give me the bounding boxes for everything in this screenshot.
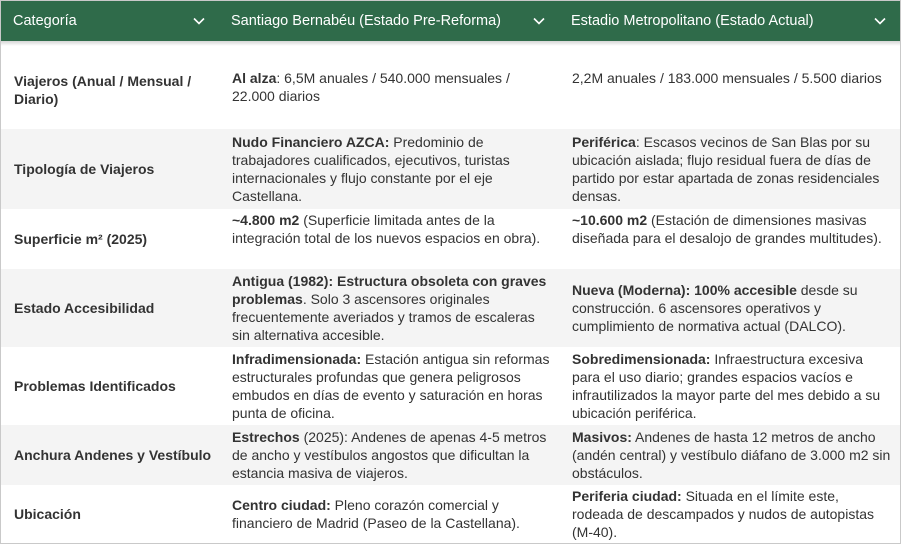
chevron-down-icon[interactable] [191,13,207,29]
bernabeu-cell: Antigua (1982): Estructura obsoleta con graves problemas. Solo 3 ascensores originales frecuentemente averiados y tramos de escaleras sin alternativa accesible. [232,273,547,343]
metropolitano-cell: Nueva (Moderna): 100% accesible desde su construcción. 6 ascensores operativos y cumplimiento de normativa actual (DALCO). [572,282,858,334]
metropolitano-cell: Masivos: Andenes de hasta 12 metros de ancho (andén central) y vestíbulo diáfano de 3.000 m2 sin obstáculos. [572,429,891,481]
header-label: Estadio Metropolitano (Estado Actual) [571,13,814,29]
row-category: Tipología de Viajeros [14,161,155,177]
header-label: Santiago Bernabéu (Estado Pre-Reforma) [231,13,502,29]
table-row [1,485,900,543]
header-label: Categoría [13,13,77,29]
header-shadow [1,41,900,46]
bernabeu-cell: Centro ciudad: Pleno corazón comercial y financiero de Madrid (Paseo de la Castellana). [232,497,520,531]
chevron-down-icon[interactable] [872,13,888,29]
row-category: Estado Accesibilidad [14,300,155,316]
row-category: Superficie m² (2025) [14,231,148,247]
metropolitano-cell: Sobredimensionada: Infraestructura excesiva para el uso diario; grandes espacios vacíos e infrautilizados la mayor parte del mes debido a su ubicación periférica. [572,351,881,421]
header-metropolitano[interactable] [559,1,900,41]
table-header [1,1,900,41]
row-category: Anchura Andenes y Vestíbulo [14,447,212,463]
table-row [1,425,900,485]
bernabeu-cell: Estrechos (2025): Andenes de apenas 4-5 metros de ancho y vestíbulos angostos que dificultan la estancia masiva de viajeros. [232,429,547,481]
table-row [1,269,900,347]
metropolitano-cell: 2,2M anuales / 183.000 mensuales / 5.500 diarios [572,70,882,86]
table-row [1,51,900,129]
table-row [1,209,900,269]
table-row [1,347,900,425]
metropolitano-cell: Periferia ciudad: Situada en el límite este, rodeada de descampados y nudos de autopistas (M-40). [572,488,874,540]
metropolitano-cell: Periférica: Escasos vecinos de San Blas por su ubicación aislada; flujo residual fuera de días de partido por estar apartada de zonas residenciales densas. [572,134,880,204]
bernabeu-cell: Al alza: 6,5M anuales / 540.000 mensuales / 22.000 diarios [232,70,510,104]
chevron-down-icon[interactable] [531,13,547,29]
row-category: Ubicación [14,506,81,522]
bernabeu-cell: Nudo Financiero AZCA: Predominio de trabajadores cualificados, ejecutivos, turistas internacionales y flujo constante por el eje Castellana. [232,134,510,204]
bernabeu-cell: Infradimensionada: Estación antigua sin reformas estructurales profundas que genera peligrosos embudos en días de evento y saturación en horas punta de oficina. [232,351,550,421]
metropolitano-cell: ~10.600 m2 (Estación de dimensiones masivas diseñada para el desalojo de grandes multitudes). [572,212,882,246]
header-bernabeu[interactable] [219,1,559,41]
row-category: Problemas Identificados [14,378,176,394]
row-category: Viajeros (Anual / Mensual / Diario) [14,73,192,107]
header-categoria[interactable] [1,1,219,41]
table-row [1,129,900,209]
bernabeu-cell: ~4.800 m2 (Superficie limitada antes de la integración total de los nuevos espacios en obra). [232,212,541,246]
